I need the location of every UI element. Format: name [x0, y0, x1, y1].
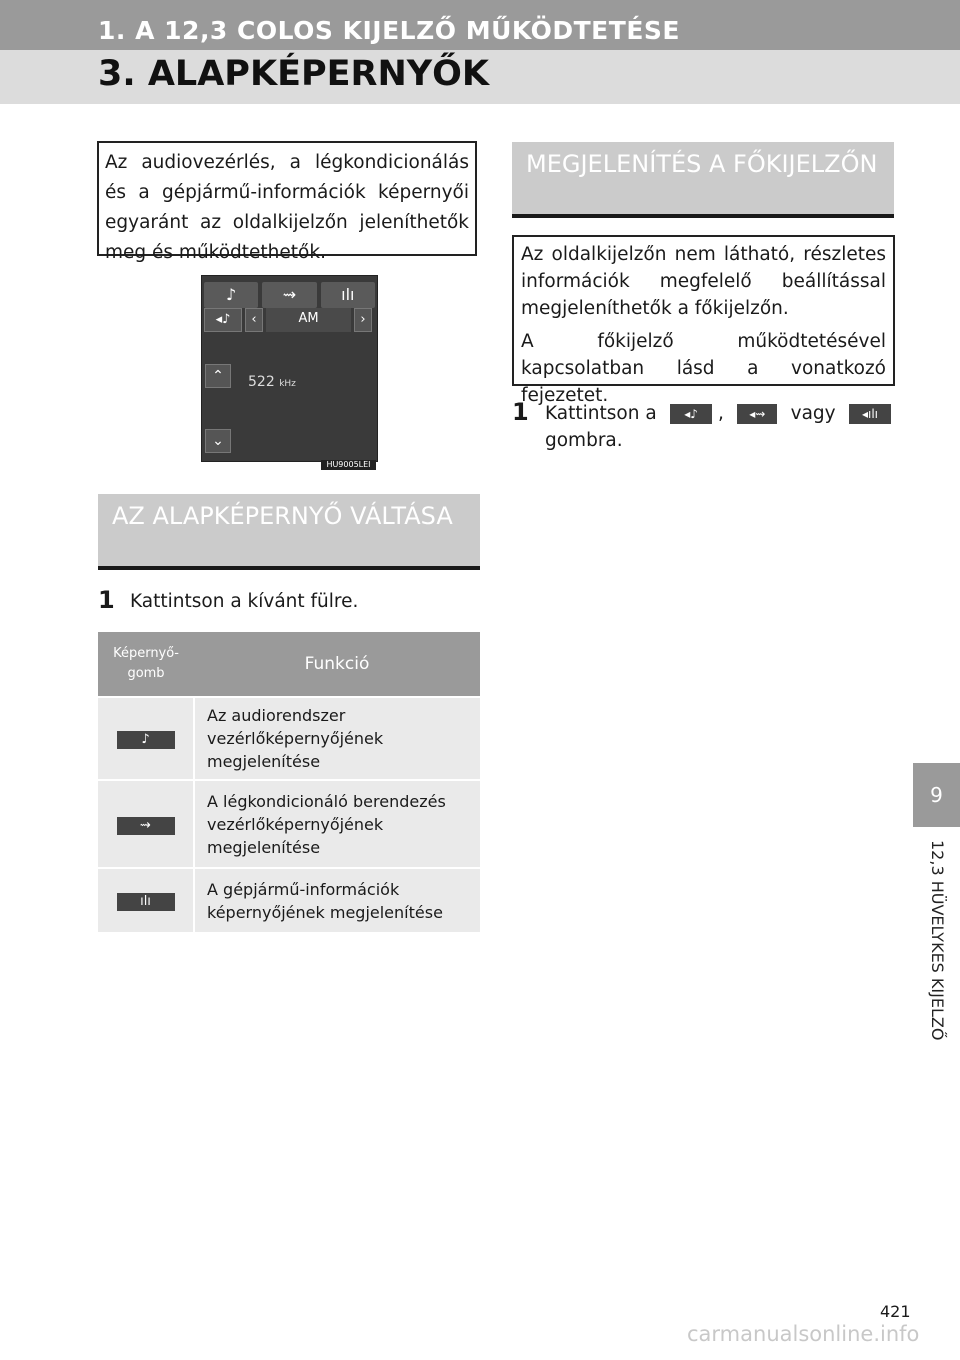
- left-section-heading: AZ ALAPKÉPERNYŐ VÁLTÁSA: [98, 494, 480, 570]
- table-row: [98, 697, 480, 780]
- right-box-paragraph-2: A főkijelző működtetésével kapcsolatban lásd a vonatkozó fejezetet.: [521, 331, 886, 406]
- chapter-title: 1. A 12,3 COLOS KIJELZŐ MŰKÖDTETÉSE: [98, 16, 680, 45]
- chapter-side-label-text: 12,3 HÜVELYKES KIJELZŐ: [928, 840, 947, 1041]
- screen-up-button[interactable]: ⌃: [205, 364, 231, 388]
- right-step-buttons: [670, 400, 724, 427]
- frequency-value: 522: [248, 374, 275, 390]
- function-table: [98, 632, 480, 932]
- screen-frequency: [248, 374, 296, 390]
- table-cell-function: A gépjármű-információk képernyőjének megjelenítése: [194, 868, 480, 932]
- screen-down-button[interactable]: ⌄: [205, 429, 231, 453]
- right-step-text: [545, 400, 891, 454]
- climate-key-icon: ⇝: [117, 817, 175, 835]
- screen-control-row: [204, 308, 375, 332]
- table-cell-function: A légkondicionáló berendezés vezérlőképernyőjének megjelenítése: [194, 780, 480, 868]
- table-row: [98, 868, 480, 932]
- screen-prev-button[interactable]: ‹: [245, 308, 263, 332]
- table-header-function: Funkció: [194, 632, 480, 697]
- right-step-line-1: [545, 400, 891, 427]
- table-header-screen-button: Képernyő-gomb: [98, 632, 194, 697]
- intro-box: Az audiovezérlés, a légkondicionálás és a gépjármű-információk képernyői egyaránt az oldalkijelzőn jeleníthetők meg és működtethetők.: [97, 141, 477, 256]
- screen-next-button[interactable]: ›: [354, 308, 372, 332]
- screen-code-label: HU9005LEI: [321, 460, 376, 470]
- side-display-screenshot: [201, 275, 378, 462]
- table-cell-button: [98, 868, 194, 932]
- right-section-heading: MEGJELENÍTÉS A FŐKIJELZŐN: [512, 142, 894, 218]
- right-step-number: 1: [512, 398, 529, 426]
- right-step-suffix: gombra.: [545, 430, 623, 451]
- right-step-comma: ,: [718, 403, 724, 424]
- table-cell-button: [98, 780, 194, 868]
- climate-main-display-icon: ◂⇝: [737, 404, 777, 424]
- right-info-box: [512, 235, 895, 406]
- audio-main-display-icon: ◂♪: [670, 404, 712, 424]
- watermark: carmanualsonline.info: [687, 1322, 920, 1346]
- table-header-row: [98, 632, 480, 697]
- page-number: 421: [880, 1302, 911, 1321]
- audio-key-icon: ♪: [117, 731, 175, 749]
- chapter-side-tab: 9: [913, 763, 960, 827]
- screen-tab-audio[interactable]: ♪: [204, 282, 258, 308]
- frequency-unit: kHz: [279, 379, 296, 389]
- screen-tab-row: [202, 282, 377, 308]
- screen-source-button[interactable]: ◂♪: [204, 308, 242, 332]
- screen-tab-vehicle[interactable]: ılı: [321, 282, 375, 308]
- vehicle-info-key-icon: ılı: [117, 893, 175, 911]
- right-step-or: vagy: [790, 403, 836, 424]
- left-step-number: 1: [98, 586, 115, 614]
- right-step-prefix: Kattintson a: [545, 403, 657, 424]
- section-title: 3. ALAPKÉPERNYŐK: [98, 54, 490, 94]
- left-step-text: Kattintson a kívánt fülre.: [130, 591, 359, 612]
- table-row: [98, 780, 480, 868]
- vehicle-main-display-icon: ◂ılı: [849, 404, 891, 424]
- screen-tab-climate[interactable]: ⇝: [262, 282, 316, 308]
- screen-band-label: AM: [266, 308, 351, 332]
- right-box-paragraph-1: Az oldalkijelzőn nem látható, részletes információk megfelelő beállítással megjeleníthetők a főkijelzőn.: [521, 244, 886, 319]
- chapter-side-label: [916, 840, 956, 1080]
- table-cell-function: Az audiorendszer vezérlőképernyőjének megjelenítése: [194, 697, 480, 780]
- table-cell-button: [98, 697, 194, 780]
